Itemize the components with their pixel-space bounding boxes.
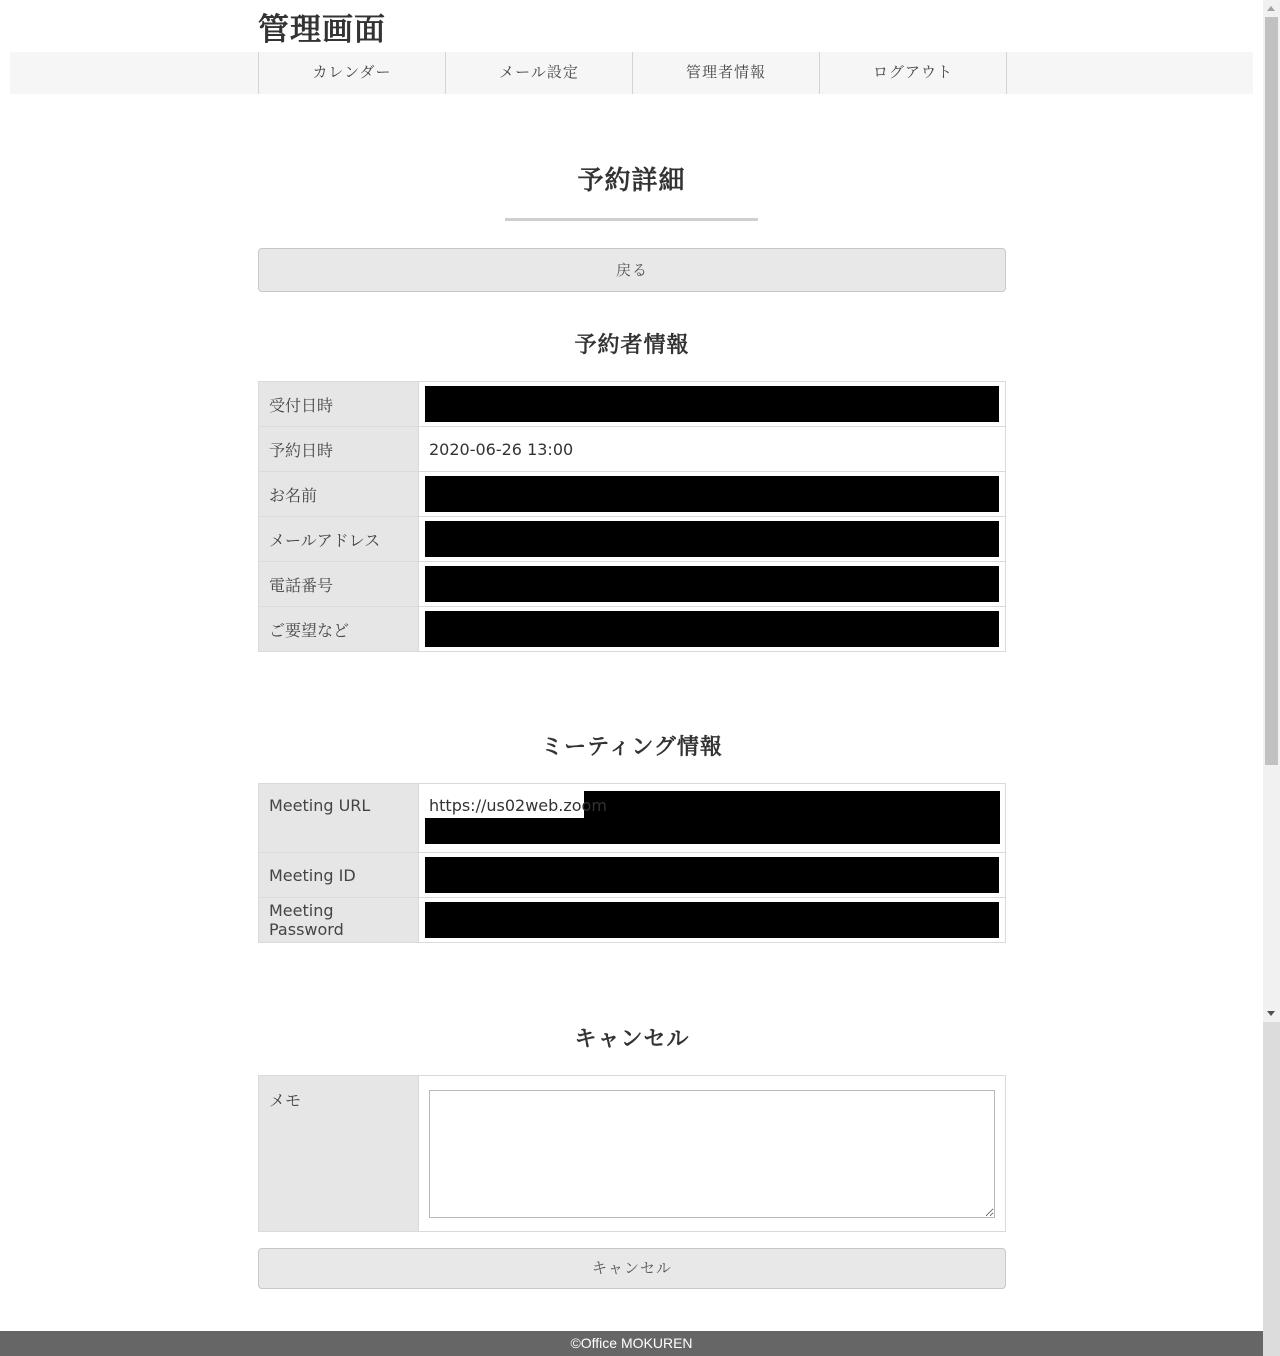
- cancel-form-table: [258, 1075, 1006, 1232]
- page-title: 予約詳細: [577, 166, 686, 196]
- received-datetime-label: 受付日時: [259, 382, 419, 427]
- memo-textarea[interactable]: [429, 1090, 995, 1218]
- window-scrollbar[interactable]: [1263, 0, 1280, 1356]
- table-row: [259, 517, 1006, 562]
- meeting-id-value: [419, 853, 1006, 898]
- meeting-url-text[interactable]: https://us02web.zoom: [429, 796, 607, 815]
- memo-label: メモ: [259, 1076, 419, 1232]
- nav-item-mail-settings[interactable]: メール設定: [446, 52, 633, 94]
- footer-copyright: ©Office MOKUREN: [0, 1331, 1263, 1356]
- redacted-block: [584, 791, 1000, 818]
- reservation-datetime-value: [419, 427, 1006, 472]
- table-row: [259, 427, 1006, 472]
- meeting-section-title: ミーティング情報: [541, 735, 723, 760]
- memo-cell: [419, 1076, 1006, 1232]
- heading-divider: [505, 218, 758, 221]
- table-row: [259, 898, 1006, 943]
- table-row: [259, 784, 1006, 853]
- meeting-info-table: [258, 783, 1006, 943]
- redacted-block: [425, 611, 999, 647]
- requests-label: ご要望など: [259, 607, 419, 652]
- requests-value: [419, 607, 1006, 652]
- table-row: [259, 382, 1006, 427]
- name-label: お名前: [259, 472, 419, 517]
- meeting-url-label: Meeting URL: [259, 784, 419, 853]
- table-row: [259, 853, 1006, 898]
- redacted-block: [425, 521, 999, 557]
- meeting-id-label: Meeting ID: [259, 853, 419, 898]
- redacted-block: [425, 386, 999, 422]
- scrollbar-thumb[interactable]: [1265, 17, 1278, 765]
- table-row: [259, 1076, 1006, 1232]
- phone-value: [419, 562, 1006, 607]
- email-value: [419, 517, 1006, 562]
- name-value: [419, 472, 1006, 517]
- table-row: [259, 472, 1006, 517]
- redacted-block: [425, 902, 999, 938]
- received-datetime-value: [419, 382, 1006, 427]
- meeting-password-label: Meeting Password: [259, 898, 419, 943]
- redacted-block: [425, 476, 999, 512]
- reservation-datetime-text: 2020-06-26 13:00: [429, 439, 574, 459]
- table-row: [259, 562, 1006, 607]
- back-button[interactable]: 戻る: [258, 248, 1006, 292]
- reservation-info-table: [258, 381, 1006, 652]
- redacted-block: [425, 566, 999, 602]
- cancel-section-title: キャンセル: [574, 1027, 690, 1052]
- scrollbar-track-lower: [1263, 1022, 1280, 1356]
- table-row: [259, 607, 1006, 652]
- meeting-url-value: [419, 784, 1006, 853]
- scroll-down-arrow-icon[interactable]: [1263, 1005, 1280, 1022]
- nav-bar: [10, 52, 1253, 94]
- reservation-section-title: 予約者情報: [574, 333, 690, 358]
- reservation-datetime-label: 予約日時: [259, 427, 419, 472]
- scroll-up-arrow-icon[interactable]: [1263, 0, 1280, 17]
- nav-item-calendar[interactable]: カレンダー: [259, 52, 446, 94]
- redacted-block: [425, 818, 1000, 844]
- nav-item-logout[interactable]: ログアウト: [820, 52, 1007, 94]
- meeting-password-value: [419, 898, 1006, 943]
- cancel-button[interactable]: キャンセル: [258, 1248, 1006, 1289]
- nav-item-admin-info[interactable]: 管理者情報: [633, 52, 820, 94]
- nav-menu: [258, 52, 1007, 94]
- phone-label: 電話番号: [259, 562, 419, 607]
- email-label: メールアドレス: [259, 517, 419, 562]
- site-title: 管理画面: [258, 12, 386, 48]
- redacted-block: [425, 857, 999, 893]
